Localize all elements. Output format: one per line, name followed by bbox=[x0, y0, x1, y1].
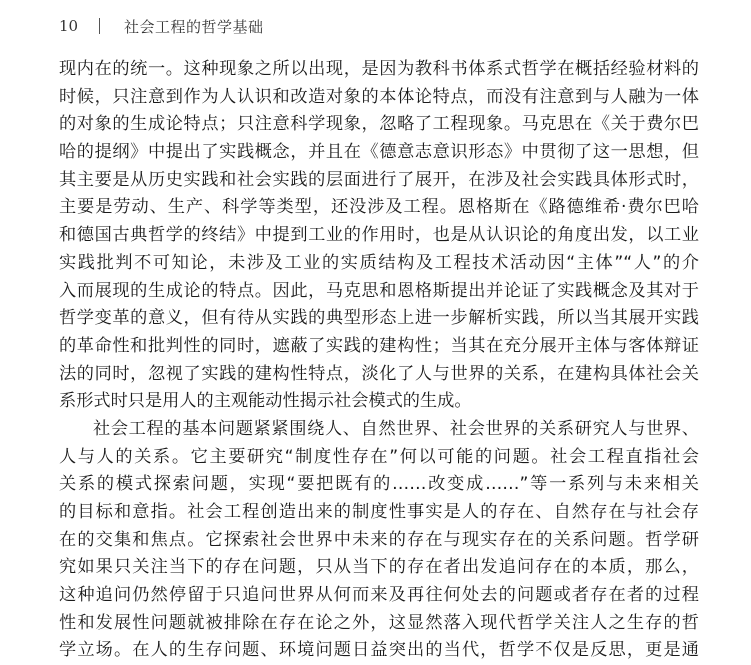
page-number: 10 bbox=[59, 17, 79, 35]
text-line: 入而展现的生成论的特点。因此，马克思和恩格斯提出并论证了实践概念及其对于 bbox=[59, 280, 699, 301]
text-line: 的对象的生成论特点；只注意科学现象，忽略了工程现象。马克思在《关于费尔巴 bbox=[59, 114, 699, 135]
text-line: 在的交集和焦点。它探索社会世界中未来的存在与现实存在的关系问题。哲学研 bbox=[59, 529, 699, 550]
text-line: 关系的模式探索问题，实现“要把既有的……改变成……”等一系列与未来相关 bbox=[59, 474, 699, 495]
text-line: 这种追问仍然停留于只追问世界从何而来及再往何处去的问题或者存在者的过程 bbox=[59, 585, 699, 606]
paragraph-2 bbox=[59, 416, 699, 665]
running-title: 社会工程的哲学基础 bbox=[124, 17, 264, 36]
text-line: 性和发展性问题就被排除在存在论之外，这显然落入现代哲学关注人之生存的哲 bbox=[59, 612, 699, 633]
text-line: 法的同时，忽视了实践的建构性特点，淡化了人与世界的关系，在建构具体社会关 bbox=[59, 363, 699, 384]
paragraph-1 bbox=[59, 56, 699, 416]
text-line: 学立场。在人的生存问题、环境问题日益突出的当代，哲学不仅是反思，更是通 bbox=[59, 640, 699, 661]
text-line: 的目标和意指。社会工程创造出来的制度性事实是人的存在、自然存在与社会存 bbox=[59, 502, 699, 522]
text-line: 人与人的关系。它主要研究“制度性存在”何以可能的问题。社会工程直指社会 bbox=[59, 446, 699, 467]
text-line: 系形式时只是用人的主观能动性揭示社会模式的生成。 bbox=[59, 391, 472, 412]
text-line: 主要是劳动、生产、科学等类型，还没涉及工程。恩格斯在《路德维希·费尔巴哈 bbox=[59, 197, 699, 218]
page-header bbox=[59, 14, 264, 38]
text-line: 和德国古典哲学的终结》中提到工业的作用时，也是从认识论的角度出发，以工业 bbox=[59, 225, 699, 246]
text-line: 哲学变革的意义，但有待从实践的典型形态上进一步解析实践，所以当其展开实践 bbox=[59, 308, 699, 329]
text-line: 社会工程的基本问题紧紧围绕人、自然世界、社会世界的关系研究人与世界、 bbox=[93, 418, 699, 439]
text-line: 其主要是从历史实践和社会实践的层面进行了展开，在涉及社会实践具体形式时， bbox=[59, 169, 699, 190]
text-line: 现内在的统一。这种现象之所以出现，是因为教科书体系式哲学在概括经验材料的 bbox=[59, 59, 699, 79]
text-line: 的革命性和批判性的同时，遮蔽了实践的建构性；当其在充分展开主体与客体辩证 bbox=[59, 335, 699, 356]
body-text bbox=[59, 56, 699, 665]
text-line: 哈的提纲》中提出了实践概念，并且在《德意志意识形态》中贯彻了这一思想，但 bbox=[59, 142, 699, 163]
text-line: 究如果只关注当下的存在问题，只从当下的存在者出发追问存在的本质，那么， bbox=[59, 557, 699, 578]
text-line: 时候，只注意到作为人认识和改造对象的本体论特点，而没有注意到与人融为一体 bbox=[59, 86, 699, 107]
header-divider bbox=[99, 18, 100, 34]
text-line: 实践批判不可知论，未涉及工业的实质结构及工程技术活动因“主体”“人”的介 bbox=[59, 252, 699, 273]
